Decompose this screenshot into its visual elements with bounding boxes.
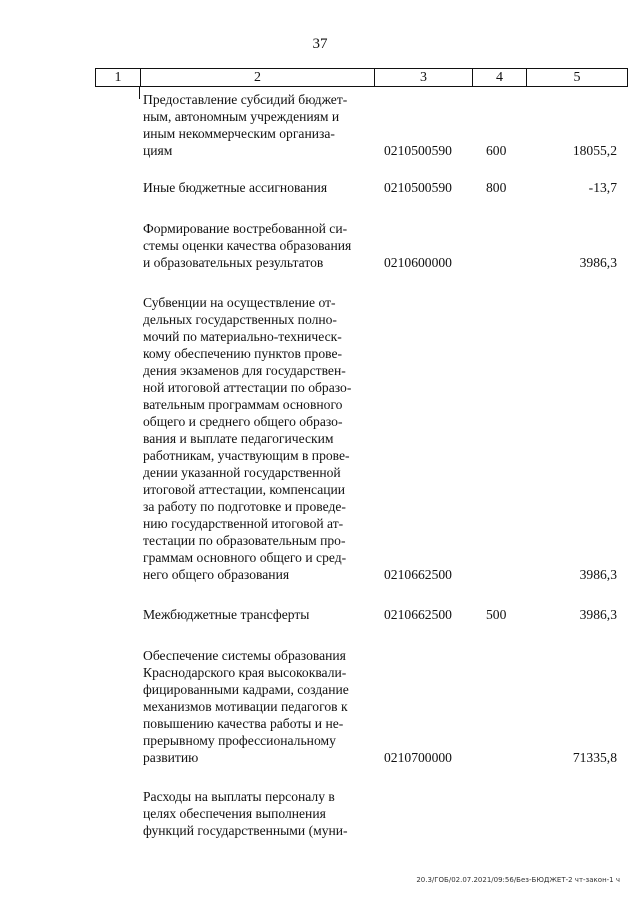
- row-description: [143, 788, 376, 839]
- description-line: Краснодарского края высококвали-: [143, 665, 347, 680]
- description-line: фицированными кадрами, создание: [143, 682, 349, 697]
- column-header-5: 5: [526, 69, 627, 86]
- description-line: за работу по подготовке и проведе-: [143, 499, 346, 514]
- row-description: [143, 606, 376, 623]
- description-line: Межбюджетные трансферты: [143, 607, 310, 622]
- description-line: тестации по образовательным про-: [143, 533, 346, 548]
- description-line: дения экзаменов для государствен-: [143, 363, 346, 378]
- row-description: [143, 647, 376, 766]
- description-line: работникам, участвующим в прове-: [143, 448, 350, 463]
- column-header-2: 2: [140, 69, 374, 86]
- description-line: механизмов мотивации педагогов к: [143, 699, 348, 714]
- description-line: граммам основного общего и сред-: [143, 550, 347, 565]
- row-amount: 18055,2: [572, 143, 617, 158]
- row-code: 0210662500: [384, 607, 452, 622]
- description-line: иным некоммерческим организа-: [143, 126, 335, 141]
- row-code: 0210700000: [384, 750, 452, 765]
- description-line: Иные бюджетные ассигнования: [143, 180, 328, 195]
- description-line: циям: [143, 143, 173, 158]
- row-code: 0210662500: [384, 567, 452, 582]
- description-line: ным, автономным учреждениям и: [143, 109, 340, 124]
- row-description: [143, 220, 376, 271]
- row-type: 500: [486, 607, 507, 622]
- description-line: Субвенции на осуществление от-: [143, 295, 336, 310]
- description-line: ной итоговой аттестации по образо-: [143, 380, 352, 395]
- description-line: дении указанной государственной: [143, 465, 341, 480]
- row-type: 800: [486, 180, 507, 195]
- description-line: целях обеспечения выполнения: [143, 806, 326, 821]
- page-number: 37: [312, 36, 328, 52]
- description-line: мочий по материально-техническ-: [143, 329, 342, 344]
- description-line: Расходы на выплаты персоналу в: [143, 789, 335, 804]
- row-code: 0210600000: [384, 255, 452, 270]
- description-line: нию государственной итоговой ат-: [143, 516, 344, 531]
- description-line: стемы оценки качества образования: [143, 238, 352, 253]
- row-code: 0210500590: [384, 180, 452, 195]
- description-line: вательным программам основного: [143, 397, 343, 412]
- description-line: Обеспечение системы образования: [143, 648, 346, 663]
- description-line: вания и выплате педагогическим: [143, 431, 334, 446]
- column-divider: [139, 87, 140, 99]
- column-header-row: [95, 68, 628, 87]
- description-line: и образовательных результатов: [143, 255, 324, 270]
- description-line: прерывному профессиональному: [143, 733, 336, 748]
- document-footer: 20.3/ГОБ/02.07.2021/09:56/Без-БЮДЖЕТ-2 чт-закон-1 ч: [416, 876, 620, 884]
- description-line: Формирование востребованной си-: [143, 221, 348, 236]
- row-amount: 3986,3: [579, 255, 617, 270]
- row-code: 0210500590: [384, 143, 452, 158]
- description-line: итоговой аттестации, компенсации: [143, 482, 346, 497]
- row-description: [143, 91, 376, 159]
- description-line: повышению качества работы и не-: [143, 716, 344, 731]
- column-header-4: 4: [472, 69, 526, 86]
- description-line: развитию: [143, 750, 199, 765]
- row-amount: 71335,8: [572, 750, 617, 765]
- description-line: Предоставление субсидий бюджет-: [143, 92, 348, 107]
- column-header-3: 3: [374, 69, 472, 86]
- description-line: функций государственными (муни-: [143, 823, 348, 838]
- row-amount: -13,7: [588, 180, 617, 195]
- row-description: [143, 179, 376, 196]
- description-line: дельных государственных полно-: [143, 312, 337, 327]
- row-type: 600: [486, 143, 507, 158]
- column-header-1: 1: [114, 69, 122, 85]
- row-amount: 3986,3: [579, 567, 617, 582]
- description-line: него общего образования: [143, 567, 290, 582]
- row-amount: 3986,3: [579, 607, 617, 622]
- description-line: кому обеспечению пунктов прове-: [143, 346, 343, 361]
- row-description: [143, 294, 376, 583]
- description-line: общего и среднего общего образо-: [143, 414, 343, 429]
